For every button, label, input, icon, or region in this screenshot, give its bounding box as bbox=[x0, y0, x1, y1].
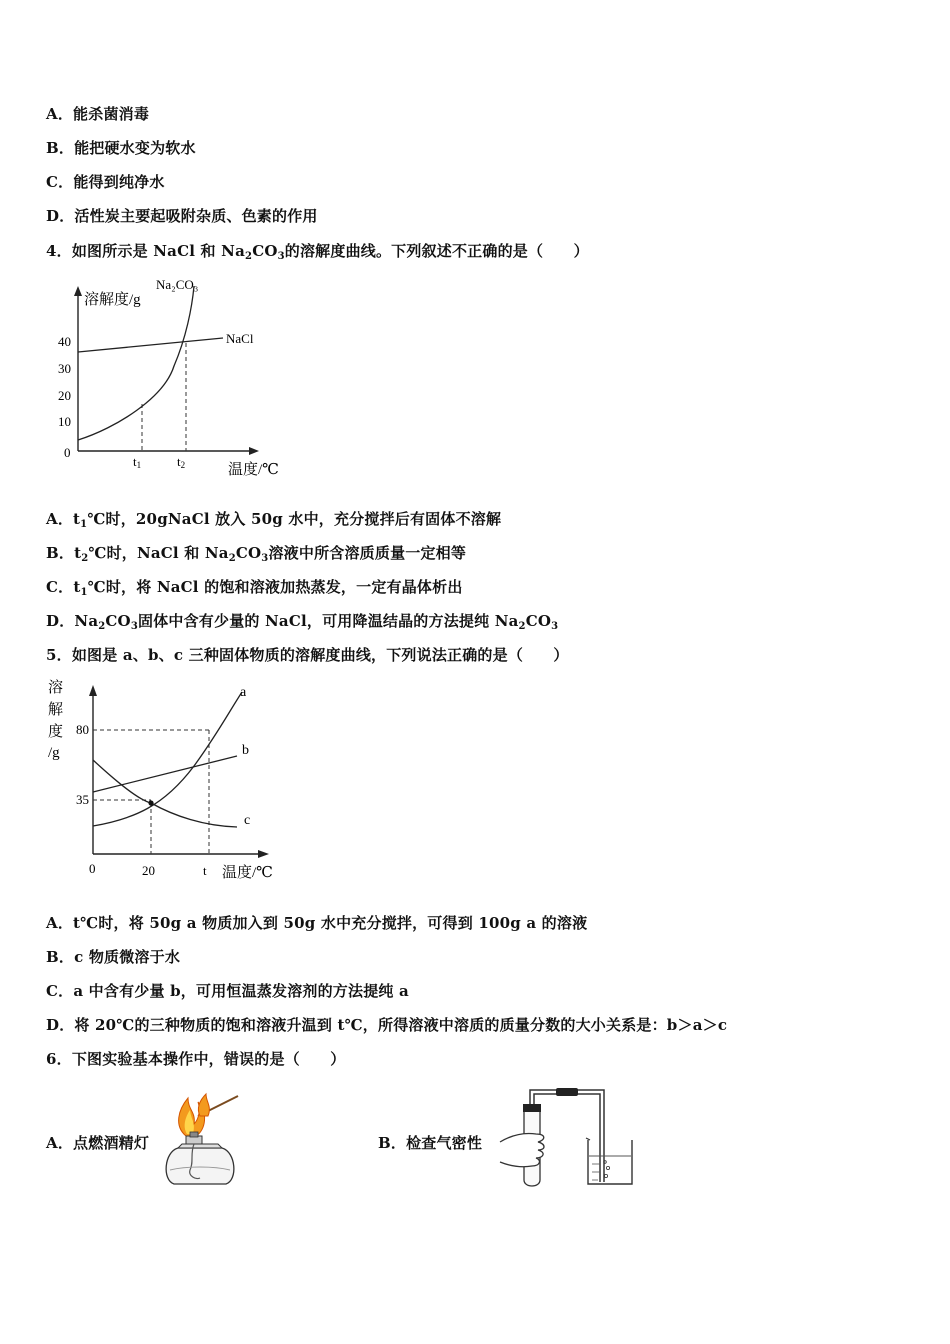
q4-x-arrow bbox=[249, 447, 259, 455]
q4-solubility-chart bbox=[46, 268, 296, 483]
q6-option-b: B．检查气密性 bbox=[378, 1134, 483, 1152]
match-flame-icon bbox=[198, 1094, 209, 1116]
q5-solubility-chart bbox=[44, 674, 284, 886]
q5-xtick-t: t bbox=[203, 863, 207, 878]
bubble-icon bbox=[604, 1174, 607, 1177]
q5-ylabel-3: 度 bbox=[48, 724, 64, 740]
q4-xtick-t2: t2 bbox=[177, 454, 186, 470]
q5-option-a: A．t℃时，将 50g a 物质加入到 50g 水中充分搅拌，可得到 100g a 的溶液 bbox=[46, 914, 588, 932]
q4-label-nacl: NaCl bbox=[226, 331, 254, 346]
rubber-connector bbox=[556, 1088, 578, 1096]
q5-ylabel-1: 溶 bbox=[48, 680, 64, 696]
q5-label-c: c bbox=[244, 813, 251, 828]
q5-stem: 5．如图是 a、b、c 三种固体物质的溶解度曲线，下列说法正确的是（ ） bbox=[46, 646, 569, 664]
hand-icon bbox=[500, 1133, 544, 1166]
q4-y-arrow bbox=[74, 286, 82, 296]
q4-label-na2co3: Na₂CO₃ bbox=[156, 277, 199, 292]
q3-option-b: B．能把硬水变为软水 bbox=[46, 139, 196, 157]
q5-origin: 0 bbox=[89, 861, 96, 876]
q5-curve-c bbox=[93, 760, 237, 827]
q4-ytick-30: 30 bbox=[58, 361, 71, 376]
q3-option-a: A．能杀菌消毒 bbox=[46, 105, 150, 123]
q5-intersection-point bbox=[148, 800, 153, 805]
q4-na2co3-curve bbox=[78, 286, 194, 440]
q4-stem: 4．如图所示是 NaCl 和 $Na_2CO_3$的溶解度曲线。下列叙述不正确的是（ ） bbox=[46, 242, 589, 262]
q4-ytick-10: 10 bbox=[58, 414, 71, 429]
q5-ylabel-4: /g bbox=[48, 745, 60, 761]
q4-nacl-curve bbox=[78, 338, 223, 352]
q4-x-label: 温度/℃ bbox=[228, 462, 279, 478]
q4-option-c: C．$t_1℃$时，将 NaCl 的饱和溶液加热蒸发，一定有晶体析出 bbox=[46, 578, 463, 598]
q4-ytick-20: 20 bbox=[58, 388, 71, 403]
q5-x-label: 温度/℃ bbox=[222, 865, 273, 881]
q5-curve-b bbox=[93, 756, 237, 792]
q4-option-d: D．$Na_2CO_3$固体中含有少量的 NaCl，可用降温结晶的方法提纯 $Na_2CO_3$ bbox=[46, 612, 559, 632]
q4-option-a: A．$t_1℃$时，20gNaCl 放入 50g 水中，充分搅拌后有固体不溶解 bbox=[46, 510, 502, 530]
q5-label-b: b bbox=[242, 743, 249, 758]
q6-stem: 6．下图实验基本操作中，错误的是（ ） bbox=[46, 1050, 346, 1068]
q5-ytick-35: 35 bbox=[76, 792, 89, 807]
q3-option-d: D．活性炭主要起吸附杂质、色素的作用 bbox=[46, 207, 318, 225]
beaker-icon bbox=[588, 1140, 632, 1184]
q4-option-b: B．$t_2℃$时，NaCl 和 $Na_2CO_3$溶液中所含溶质质量一定相等 bbox=[46, 544, 467, 564]
gas-tightness-illustration bbox=[490, 1080, 640, 1192]
q5-y-arrow bbox=[89, 685, 97, 696]
q5-label-a: a bbox=[240, 685, 247, 700]
q5-curve-a bbox=[93, 692, 242, 826]
q6-option-a: A．点燃酒精灯 bbox=[46, 1134, 150, 1152]
q5-x-arrow bbox=[258, 850, 269, 858]
q5-option-d: D．将 20℃的三种物质的饱和溶液升温到 t℃，所得溶液中溶质的质量分数的大小关系是：b＞a＞c bbox=[46, 1016, 728, 1034]
q4-y-label: 溶解度/g bbox=[84, 292, 141, 308]
q4-origin: 0 bbox=[64, 445, 71, 460]
q5-option-c: C．a 中含有少量 b，可用恒温蒸发溶剂的方法提纯 a bbox=[46, 982, 409, 1000]
q4-ytick-40: 40 bbox=[58, 334, 71, 349]
q5-option-b: B．c 物质微溶于水 bbox=[46, 948, 181, 966]
q4-xtick-t1: t1 bbox=[133, 454, 142, 470]
q5-ylabel-2: 解 bbox=[48, 702, 64, 718]
q5-ytick-80: 80 bbox=[76, 722, 89, 737]
stopper-icon bbox=[523, 1104, 541, 1112]
q5-xtick-20: 20 bbox=[142, 863, 155, 878]
q3-option-c: C．能得到纯净水 bbox=[46, 173, 165, 191]
alcohol-lamp-illustration bbox=[160, 1088, 242, 1188]
